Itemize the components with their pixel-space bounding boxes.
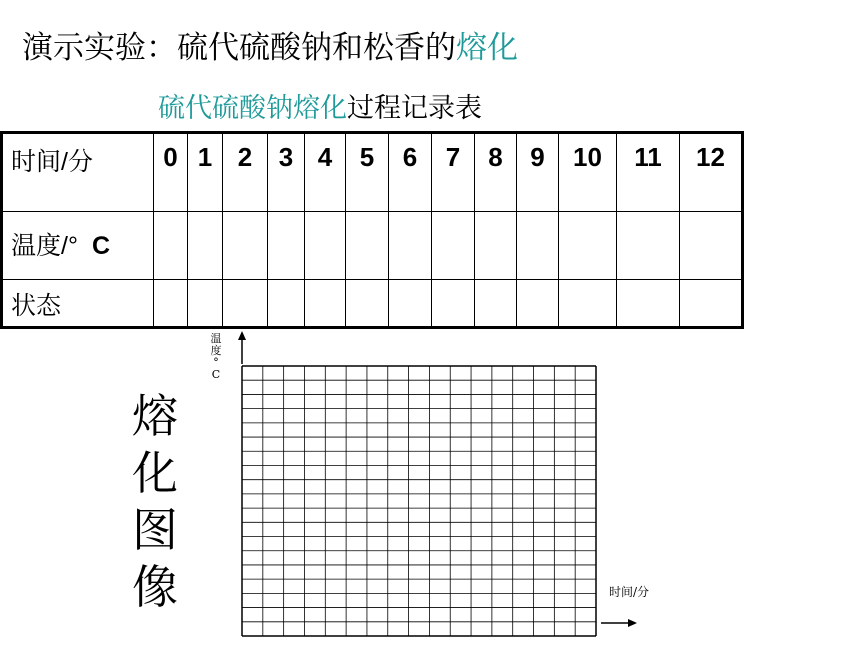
- y-axis-label-char: 温: [210, 332, 222, 345]
- state-row-label: 状态: [2, 280, 154, 328]
- minute-cell: 2: [223, 133, 268, 212]
- time-row-label: 时间/分: [2, 133, 154, 212]
- x-axis-label: 时间/分: [609, 585, 650, 599]
- minute-cell: 8: [475, 133, 517, 212]
- minute-cell: 11: [617, 133, 680, 212]
- minute-cell: 5: [346, 133, 389, 212]
- minute-cell: 7: [432, 133, 475, 212]
- table-caption-rest: 过程记录表: [347, 93, 482, 124]
- graph-side-title-char: 像: [132, 560, 178, 614]
- graph-side-title-char: 化: [132, 446, 178, 500]
- y-axis-label-char: C: [211, 368, 221, 381]
- x-axis-arrow-icon: [628, 619, 637, 627]
- y-axis-label-char: °: [213, 356, 219, 369]
- temperature-label: 温度/°: [11, 232, 78, 260]
- minute-cell: 3: [268, 133, 305, 212]
- y-axis-arrow-icon: [238, 331, 246, 340]
- minute-cell: 4: [305, 133, 346, 212]
- minute-cell: 1: [188, 133, 223, 212]
- graph-side-title-char: 熔: [132, 389, 178, 443]
- minute-cell: 10: [559, 133, 617, 212]
- minute-cell: 9: [517, 133, 559, 212]
- title-prefix: 演示实验：硫代硫酸钠和松香的: [22, 30, 456, 66]
- grid-lines: [242, 366, 596, 636]
- title-highlight: 熔化: [456, 30, 518, 66]
- graph-side-title-char: 图: [132, 503, 178, 557]
- minute-cell: 12: [680, 133, 743, 212]
- y-axis-label-char: 度: [210, 344, 222, 357]
- table-caption-highlight: 硫代硫酸钠熔化: [158, 93, 347, 124]
- minute-cell: 6: [389, 133, 432, 212]
- minute-cell: 0: [154, 133, 188, 212]
- temperature-unit: C: [91, 232, 111, 260]
